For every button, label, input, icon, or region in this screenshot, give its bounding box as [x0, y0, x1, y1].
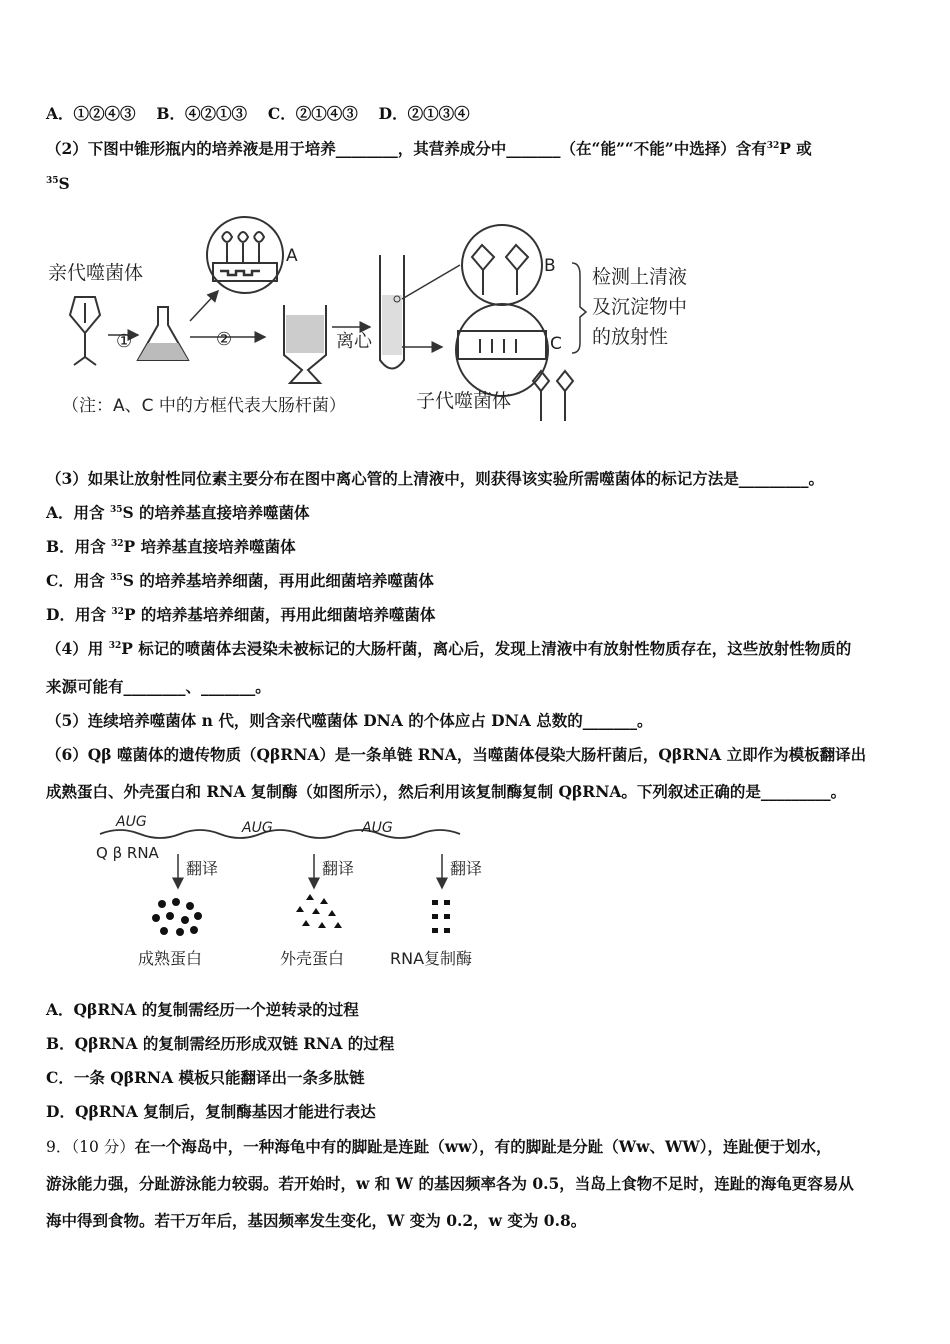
q9-line2: 游泳能力强，分趾游泳能力较弱。若开始时，w 和 W 的基因频率各为 0.5，当岛上食物不足时，连趾的海龟更容易从: [46, 1174, 854, 1193]
qbeta-rna-label: Q β RNA: [96, 844, 159, 862]
q5: （5）连续培养噬菌体 n 代，则含亲代噬菌体 DNA 的个体应占 DNA 总数的_______。: [46, 711, 653, 730]
centrifuge-tube-icon: [380, 255, 404, 369]
q3-D-pre: D．用含: [46, 605, 112, 624]
q6-option-B: B．QβRNA 的复制需经历形成双链 RNA 的过程: [46, 1034, 395, 1053]
circle-A-bacteria-infection: [207, 217, 283, 293]
q4-pre: （4）用: [46, 639, 109, 658]
q2-sup-35: 35: [46, 175, 59, 186]
q3-B-pre: B．用含: [46, 537, 111, 556]
label-B: B: [544, 256, 556, 276]
label-A: A: [286, 246, 298, 266]
q3-C-post: S 的培养基培养细菌，再用此细菌培养噬菌体: [122, 571, 434, 590]
detect-line-1: 检测上清液: [592, 266, 688, 288]
q9-line3: 海中得到食物。若干万年后，基因频率发生变化，W 变为 0.2，w 变为 0.8。: [46, 1211, 587, 1230]
replicase-squares: [432, 900, 450, 933]
parent-phage-icon: [70, 297, 100, 365]
q4-line2: 来源可能有________、_______。: [46, 677, 271, 696]
q1-options: A．①②④③ B．④②①③ C．②①④③ D．②①③④: [46, 104, 470, 123]
q3-option-D: [46, 603, 435, 625]
q3-B-post: P 培养基直接培养噬菌体: [123, 537, 296, 556]
q2-text-a: （2）下图中锥形瓶内的培养液是用于培养________，其营养成分中_______（在“能”“不能”中选择）含有: [46, 139, 767, 158]
flask-icon: [138, 307, 188, 360]
detect-line-3: 的放射性: [592, 326, 669, 348]
q6-line1: （6）Qβ 噬菌体的遗传物质（QβRNA）是一条单链 RNA，当噬菌体侵染大肠杆菌后，QβRNA 立即作为模板翻译出: [46, 745, 867, 764]
q6-option-D: D．QβRNA 复制后，复制酶基因才能进行表达: [46, 1102, 376, 1121]
q2-sup-32: 32: [766, 140, 780, 151]
aug-3: AUG: [362, 820, 393, 836]
q3-option-B: [46, 535, 296, 557]
q2-text-b: P 或: [779, 139, 812, 158]
beaker-icon: [284, 305, 326, 383]
q3-C-pre: C．用含: [46, 571, 111, 590]
coat-protein-triangles: [296, 894, 342, 928]
parent-phage-label: 亲代噬菌体: [48, 262, 144, 284]
translate-label-2: 翻译: [322, 859, 355, 878]
rna-strand: [100, 830, 460, 838]
q3-stem: （3）如果让放射性同位素主要分布在图中离心管的上清液中，则获得该实验所需噬菌体的标记方法是_________。: [46, 469, 825, 488]
q4-sup: 32: [108, 640, 122, 651]
aug-2: AUG: [242, 820, 273, 836]
q3-D-sup: 32: [111, 606, 124, 617]
q9-number: 9．（10 分）: [46, 1138, 135, 1156]
aug-1: AUG: [116, 814, 147, 830]
bracket: [572, 263, 586, 353]
detect-line-2: 及沉淀物中: [592, 296, 688, 318]
q4-line1: [46, 637, 851, 659]
q3-A-post: S 的培养基直接培养噬菌体: [122, 503, 310, 522]
q3-C-sup: 35: [110, 572, 123, 583]
coat-protein-label: 外壳蛋白: [280, 949, 345, 968]
translate-label-3: 翻译: [450, 859, 483, 878]
q9-line1: [46, 1135, 832, 1157]
figure-note: （注：A、C 中的方框代表大肠杆菌）: [62, 396, 346, 416]
mature-protein-label: 成熟蛋白: [138, 949, 203, 968]
replicase-label: RNA复制酶: [390, 949, 473, 968]
step-2-label: ②: [216, 329, 233, 350]
q3-A-pre: A．用含: [46, 503, 110, 522]
mature-protein-dots: [152, 898, 202, 936]
phage-experiment-figure: [40, 215, 720, 435]
q6-line2: 成熟蛋白、外壳蛋白和 RNA 复制酶（如图所示），然后利用该复制酶复制 QβRNA。下列叙述正确的是_________。: [46, 782, 847, 801]
q2-text-c: S: [58, 174, 70, 193]
q9-text-1: 在一个海岛中，一种海龟中有的脚趾是连趾（ww），有的脚趾是分趾（Ww、WW），连趾便于划水，: [134, 1137, 832, 1156]
q3-D-post: P 的培养基培养细菌，再用此细菌培养噬菌体: [123, 605, 436, 624]
q3-option-A: [46, 501, 310, 523]
circle-B-supernatant: [462, 225, 542, 305]
translate-label-1: 翻译: [186, 859, 219, 878]
qbeta-rna-figure: [90, 812, 530, 977]
offspring-phage-label: 子代噬菌体: [416, 390, 512, 412]
q3-option-C: [46, 569, 434, 591]
q4-post: P 标记的喷菌体去浸染未被标记的大肠杆菌，离心后，发现上清液中有放射性物质存在，这些放射性物质的: [121, 639, 852, 658]
q2-line1: [46, 137, 812, 159]
q6-option-C: C．一条 QβRNA 模板只能翻译出一条多肽链: [46, 1068, 365, 1087]
centrifuge-label: 离心: [336, 331, 372, 352]
step-1-label: ①: [116, 331, 133, 352]
q3-B-sup: 32: [111, 538, 124, 549]
q6-option-A: A．QβRNA 的复制需经历一个逆转录的过程: [46, 1000, 359, 1019]
q2-line2: [46, 174, 70, 193]
q3-A-sup: 35: [109, 504, 123, 515]
label-C: C: [550, 334, 562, 354]
